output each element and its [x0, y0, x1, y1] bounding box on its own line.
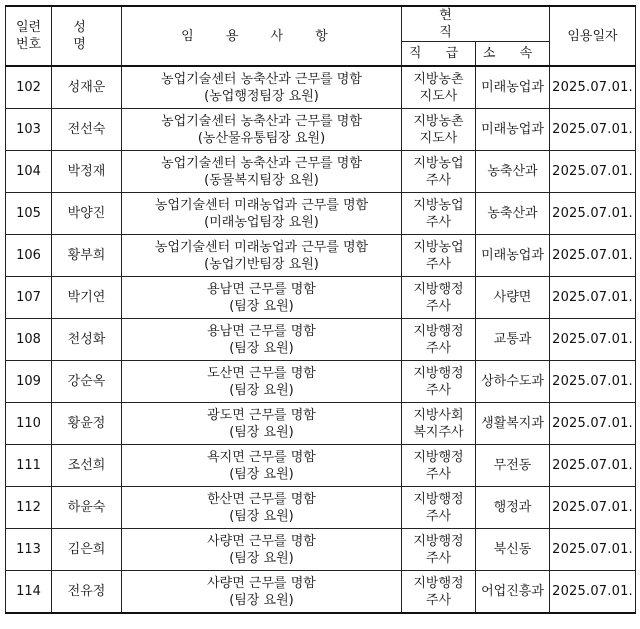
table-header — [6, 6, 636, 66]
appointment-role: (팀장 요원) — [229, 550, 294, 566]
rank-cell — [402, 445, 476, 487]
appointment-line: 농업기술센터 미래농업과 근무를 명함 — [154, 197, 369, 213]
appointment-details-header: 임 용 사 항 — [122, 6, 402, 66]
serial-number-cell: 103 — [6, 109, 52, 151]
rank-line-2: 주사 — [425, 214, 452, 230]
appointment-role: (팀장 요원) — [229, 298, 294, 314]
appointment-details-cell — [122, 319, 402, 361]
serial-number-cell: 111 — [6, 445, 52, 487]
rank-line-2: 지도사 — [419, 130, 458, 146]
appointment-line: 사량면 근무를 명함 — [207, 575, 316, 591]
rank-cell — [402, 277, 476, 319]
name-cell: 황부희 — [52, 235, 122, 277]
serial-number-cell: 107 — [6, 277, 52, 319]
appointment-date-cell: 2025.07.01. — [550, 571, 636, 614]
serial-number-cell: 105 — [6, 193, 52, 235]
appointment-date-cell: 2025.07.01. — [550, 66, 636, 109]
appointment-date-cell: 2025.07.01. — [550, 193, 636, 235]
appointment-role: (미래농업팀장 요원) — [204, 214, 319, 230]
department-cell: 미래농업과 — [476, 109, 550, 151]
rank-cell — [402, 403, 476, 445]
department-cell: 무전동 — [476, 445, 550, 487]
rank-line-1: 지방행정 — [413, 449, 464, 465]
rank-cell — [402, 193, 476, 235]
table-row — [6, 487, 636, 529]
appointment-line: 용남면 근무를 명함 — [207, 281, 316, 297]
table-row — [6, 319, 636, 361]
appointment-details-cell — [122, 529, 402, 571]
appointment-date-header: 임용일자 — [550, 6, 636, 66]
rank-line-2: 주사 — [425, 508, 452, 524]
serial-number-cell: 108 — [6, 319, 52, 361]
name-cell: 전유정 — [52, 571, 122, 614]
appointment-role: (팀장 요원) — [229, 424, 294, 440]
rank-line-1: 지방행정 — [413, 491, 464, 507]
rank-cell — [402, 235, 476, 277]
appointment-details-cell — [122, 151, 402, 193]
appointment-date-cell: 2025.07.01. — [550, 109, 636, 151]
appointment-role: (팀장 요원) — [229, 592, 294, 608]
appointment-date-cell: 2025.07.01. — [550, 487, 636, 529]
rank-line-1: 지방농촌 — [413, 71, 464, 87]
department-cell: 어업진흥과 — [476, 571, 550, 614]
department-cell: 미래농업과 — [476, 235, 550, 277]
appointment-details-cell — [122, 193, 402, 235]
table-body — [6, 66, 636, 613]
name-cell: 강순옥 — [52, 361, 122, 403]
name-cell: 하윤숙 — [52, 487, 122, 529]
rank-line-2: 주사 — [425, 382, 452, 398]
appointment-role: (팀장 요원) — [229, 508, 294, 524]
appointment-details-cell — [122, 235, 402, 277]
table-row — [6, 109, 636, 151]
department-cell: 행정과 — [476, 487, 550, 529]
department-cell: 사량면 — [476, 277, 550, 319]
rank-line-2: 주사 — [425, 592, 452, 608]
name-cell: 조선희 — [52, 445, 122, 487]
appointment-line: 농업기술센터 농축산과 근무를 명함 — [161, 113, 362, 129]
appointment-details-cell — [122, 66, 402, 109]
appointment-details-cell — [122, 487, 402, 529]
rank-cell — [402, 66, 476, 109]
appointment-date-cell: 2025.07.01. — [550, 445, 636, 487]
rank-header: 직 급 — [402, 42, 476, 67]
table-row — [6, 151, 636, 193]
rank-line-1: 지방사회 — [413, 407, 464, 423]
appointment-role: (팀장 요원) — [229, 340, 294, 356]
rank-line-1: 지방농업 — [413, 155, 464, 171]
rank-line-1: 지방행정 — [413, 323, 464, 339]
appointment-role: (농산물유통팀장 요원) — [197, 130, 326, 146]
serial-number-cell: 113 — [6, 529, 52, 571]
rank-line-1: 지방농업 — [413, 197, 464, 213]
department-header: 소 속 — [476, 42, 550, 67]
name-cell: 전선숙 — [52, 109, 122, 151]
rank-line-1: 지방행정 — [413, 533, 464, 549]
serial-number-cell: 109 — [6, 361, 52, 403]
name-cell: 성재운 — [52, 66, 122, 109]
appointment-line: 광도면 근무를 명함 — [207, 407, 316, 423]
appointment-details-cell — [122, 361, 402, 403]
table-row — [6, 277, 636, 319]
serial-number-cell: 102 — [6, 66, 52, 109]
department-cell: 북신동 — [476, 529, 550, 571]
appointment-line: 욕지면 근무를 명함 — [207, 449, 316, 465]
appointment-line: 한산면 근무를 명함 — [207, 491, 316, 507]
department-cell: 농축산과 — [476, 193, 550, 235]
appointment-line: 사량면 근무를 명함 — [207, 533, 316, 549]
name-cell: 김은희 — [52, 529, 122, 571]
rank-line-2: 주사 — [425, 550, 452, 566]
appointment-line: 용남면 근무를 명함 — [207, 323, 316, 339]
name-cell: 박정재 — [52, 151, 122, 193]
rank-cell — [402, 109, 476, 151]
appointment-date-cell: 2025.07.01. — [550, 151, 636, 193]
rank-line-2: 복지주사 — [413, 424, 464, 440]
table-row — [6, 445, 636, 487]
rank-cell — [402, 319, 476, 361]
table-row — [6, 66, 636, 109]
rank-line-1: 지방농촌 — [413, 113, 464, 129]
department-cell: 교통과 — [476, 319, 550, 361]
rank-cell — [402, 361, 476, 403]
appointment-date-cell: 2025.07.01. — [550, 529, 636, 571]
appointment-details-cell — [122, 445, 402, 487]
appointment-date-cell: 2025.07.01. — [550, 403, 636, 445]
table-row — [6, 403, 636, 445]
appointment-date-cell: 2025.07.01. — [550, 277, 636, 319]
appointment-date-cell: 2025.07.01. — [550, 319, 636, 361]
rank-line-2: 주사 — [425, 298, 452, 314]
table-row — [6, 529, 636, 571]
rank-line-2: 지도사 — [419, 88, 458, 104]
appointment-details-cell — [122, 403, 402, 445]
appointment-line: 농업기술센터 농축산과 근무를 명함 — [161, 155, 362, 171]
current-position-header: 현 직 — [402, 6, 550, 42]
department-cell: 미래농업과 — [476, 66, 550, 109]
rank-line-1: 지방농업 — [413, 239, 464, 255]
rank-cell — [402, 571, 476, 614]
appointment-line: 도산면 근무를 명함 — [207, 365, 316, 381]
appointment-details-cell — [122, 571, 402, 614]
rank-line-2: 주사 — [425, 172, 452, 188]
table-row — [6, 361, 636, 403]
appointment-details-cell — [122, 109, 402, 151]
serial-number-cell: 110 — [6, 403, 52, 445]
department-cell: 농축산과 — [476, 151, 550, 193]
name-cell: 천성화 — [52, 319, 122, 361]
serial-number-cell: 106 — [6, 235, 52, 277]
rank-line-2: 주사 — [425, 256, 452, 272]
rank-line-1: 지방행정 — [413, 575, 464, 591]
table-row — [6, 571, 636, 614]
table-row — [6, 193, 636, 235]
rank-line-2: 주사 — [425, 466, 452, 482]
serial-number-header: 일련 번호 — [6, 6, 52, 66]
rank-line-1: 지방행정 — [413, 365, 464, 381]
appointment-role: (동물복지팀장 요원) — [204, 172, 319, 188]
name-cell: 박기연 — [52, 277, 122, 319]
appointment-role: (농업기반팀장 요원) — [204, 256, 319, 272]
appointment-role: (팀장 요원) — [229, 382, 294, 398]
appointment-date-cell: 2025.07.01. — [550, 361, 636, 403]
department-cell: 상하수도과 — [476, 361, 550, 403]
appointment-role: (농업행정팀장 요원) — [204, 88, 319, 104]
appointment-details-cell — [122, 277, 402, 319]
rank-cell — [402, 487, 476, 529]
name-header: 성 명 — [52, 6, 122, 66]
appointment-line: 농업기술센터 미래농업과 근무를 명함 — [154, 239, 369, 255]
rank-cell — [402, 529, 476, 571]
name-cell: 황윤정 — [52, 403, 122, 445]
rank-line-2: 주사 — [425, 340, 452, 356]
serial-number-cell: 104 — [6, 151, 52, 193]
table-row — [6, 235, 636, 277]
appointment-role: (팀장 요원) — [229, 466, 294, 482]
name-cell: 박양진 — [52, 193, 122, 235]
serial-number-cell: 114 — [6, 571, 52, 614]
rank-cell — [402, 151, 476, 193]
rank-line-1: 지방행정 — [413, 281, 464, 297]
serial-number-cell: 112 — [6, 487, 52, 529]
appointment-table — [5, 5, 636, 614]
appointment-date-cell: 2025.07.01. — [550, 235, 636, 277]
appointment-line: 농업기술센터 농축산과 근무를 명함 — [161, 71, 362, 87]
department-cell: 생활복지과 — [476, 403, 550, 445]
